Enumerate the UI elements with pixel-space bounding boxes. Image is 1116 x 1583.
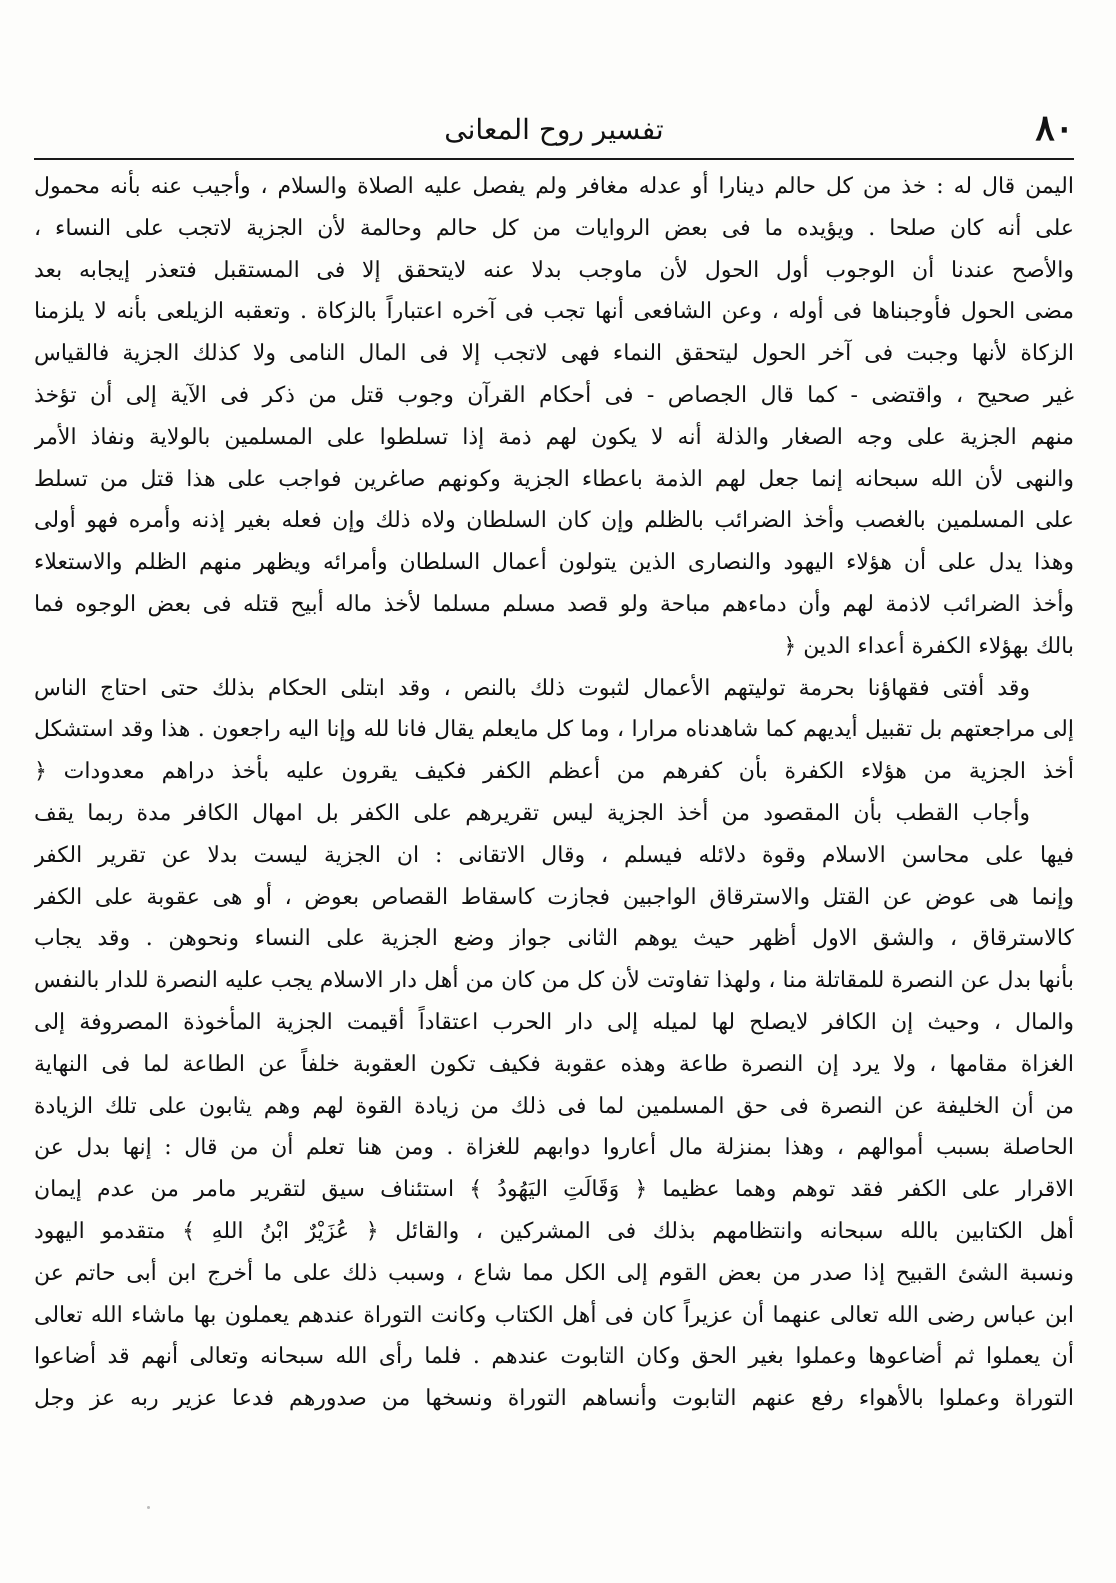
page-header [34, 104, 1074, 156]
text-line: على أنه كان صلحا . ويؤيده ما فى بعض الروايات من كل حالم وحالمة لأن الجزية لاتجب على النساء ، [34, 215, 1074, 241]
text-line: فيها على محاسن الاسلام وقوة دلائله فيسلم ، وقال الاتقانى : ان الجزية ليست بدلا عن تقرير الكفر [34, 842, 1074, 868]
text-line: الزكاة لأنها وجبت فى آخر الحول ليتحقق النماء فهى لاتجب إلا فى المال النامى ولا كذلك الجزية فالقياس [34, 341, 1074, 367]
text-line: منهم الجزية على وجه الصغار والذلة أنه لا يكون لهم ذمة إذا تسلطوا على المسلمين بالولاية ونفاذ الأمر [34, 424, 1074, 450]
text-line: الغزاة مقامها ، ولا يرد إن النصرة طاعة وهذه عقوبة فكيف تكون العقوبة خلفاً عن الطاعة لما فى النهاية [34, 1051, 1074, 1077]
text-line: ابن عباس رضى الله تعالى عنهما أن عزيراً كان فى أهل الكتاب وكانت التوراة عندهم يعملون بها ماشاء الله تعالى [34, 1302, 1074, 1328]
text-line: وقد أفتى فقهاؤنا بحرمة توليتهم الأعمال لثبوت ذلك بالنص ، وقد ابتلى الحكام بذلك حتى احتاج الناس [34, 675, 1030, 701]
running-title: تفسير روح المعانى [444, 113, 664, 146]
text-line: مضى الحول فأوجبناها فى أوله ، وعن الشافعى أنها تجب فى آخره اعتباراً بالزكاة . وتعقبه الزيلعى بأنه لا يلزمنا [34, 299, 1074, 325]
text-line: وأجاب القطب بأن المقصود من أخذ الجزية ليس تقريرهم على الكفر بل امهال الكافر مدة ربما يقف [34, 800, 1030, 826]
text-line: بالك بهؤلاء الكفرة أعداء الدين ﴿ [783, 633, 1074, 659]
text-line: بأنها بدل عن النصرة للمقاتلة منا ، ولهذا تفاوتت لأن كل من كان من أهل دار الاسلام يجب عليه النصرة للدار بالنفس [34, 968, 1074, 994]
page-number: ٨٠ [1035, 107, 1074, 149]
scan-speck [147, 1506, 150, 1509]
header-rule [34, 158, 1074, 160]
text-line: على المسلمين بالغصب وأخذ الضرائب بالظلم وإن كان السلطان ولاه ذلك وإن فعله بغير إذنه وأمره فهو أولى [34, 508, 1074, 534]
text-line: من أن الخليفة عن النصرة فى حق المسلمين لما فى ذلك من زيادة القوة لهم وهم يثابون على تلك الزيادة [34, 1093, 1074, 1119]
text-line: أخذ الجزية من هؤلاء الكفرة بأن كفرهم من أعظم الكفر فكيف يقرون عليه بأخذ دراهم معدودات ﴿ [34, 759, 1074, 785]
text-line: وإنما هى عوض عن القتل والاسترقاق الواجبين فجازت كاسقاط القصاص بعوض ، أو هى عقوبة على الكفر [34, 884, 1074, 910]
text-line: والنهى لأن الله سبحانه إنما جعل لهم الذمة باعطاء الجزية وكونهم صاغرين فواجب على هذا قتل من تسلط [34, 466, 1074, 492]
text-line: الاقرار على الكفر فقد توهم وهما عظيما ﴿ وَقَالَتِ اليَهُودُ ﴾ استئناف سيق لتقرير مامر من عدم إيمان [34, 1177, 1074, 1203]
text-line: وأخذ الضرائب لاذمة لهم وأن دماءهم مباحة ولو قصد مسلم مسلما لأخذ ماله أبيح قتله فى بعض الوجوه فما [34, 591, 1074, 617]
text-line: أهل الكتابين بالله سبحانه وانتظامهم بذلك فى المشركين ، والقائل ﴿ عُزَيْرٌ ابْنُ اللهِ ﴾ متقدمو اليهود [34, 1218, 1074, 1244]
text-line: غير صحيح ، واقتضى - كما قال الجصاص - فى أحكام القرآن وجوب قتل من ذكر فى الآية إلى أن تؤخذ [34, 382, 1074, 408]
text-line: ونسبة الشئ القبيح إذا صدر من بعض القوم إلى الكل مما شاع ، وسبب ذلك على ما أخرج ابن أبى حاتم عن [34, 1260, 1074, 1286]
text-line: التوراة وعملوا بالأهواء رفع عنهم التابوت وأنساهم التوراة ونسخها من صدورهم فدعا عزير ربه عز وجل [34, 1386, 1074, 1412]
text-line: وهذا يدل على أن هؤلاء اليهود والنصارى الذين يتولون أعمال السلطان وأمرائه ويظهر منهم الظلم والاستعلاء [34, 550, 1074, 576]
text-line: والأصح عندنا أن الوجوب أول الحول لأن ماوجب بدلا عنه لايتحقق إلا فى المستقبل فتعذر إيجابه بعد [34, 257, 1074, 283]
text-line: والمال ، وحيث إن الكافر لايصلح لها لميله إلى دار الحرب اعتقاداً أقيمت الجزية المأخوذة المصروفة إلى [34, 1009, 1074, 1035]
text-line: كالاسترقاق ، والشق الاول أظهر حيث يوهم الثانى جواز وضع الجزية على النساء ونحوهن . وقد يجاب [34, 926, 1074, 952]
text-line: إلى مراجعتهم بل تقبيل أيديهم كما شاهدناه مرارا ، وما كل مايعلم يقال فانا لله وإنا اليه راجعون . هذا وقد استشكل [34, 717, 1074, 743]
text-line: الحاصلة بسبب أموالهم ، وهذا بمنزلة مال أعاروا دوابهم للغزاة . ومن هنا تعلم أن من قال : إنها بدل عن [34, 1135, 1074, 1161]
body-text [34, 166, 1074, 1420]
text-line: أن يعملوا ثم أضاعوها وعملوا بغير الحق وكان التابوت عندهم . فلما رأى الله سبحانه وتعالى أنهم قد أضاعوا [34, 1344, 1074, 1370]
text-line: اليمن قال له : خذ من كل حالم دينارا أو عدله مغافر ولم يفصل عليه الصلاة والسلام ، وأجيب عنه بأنه محمول [34, 174, 1074, 199]
